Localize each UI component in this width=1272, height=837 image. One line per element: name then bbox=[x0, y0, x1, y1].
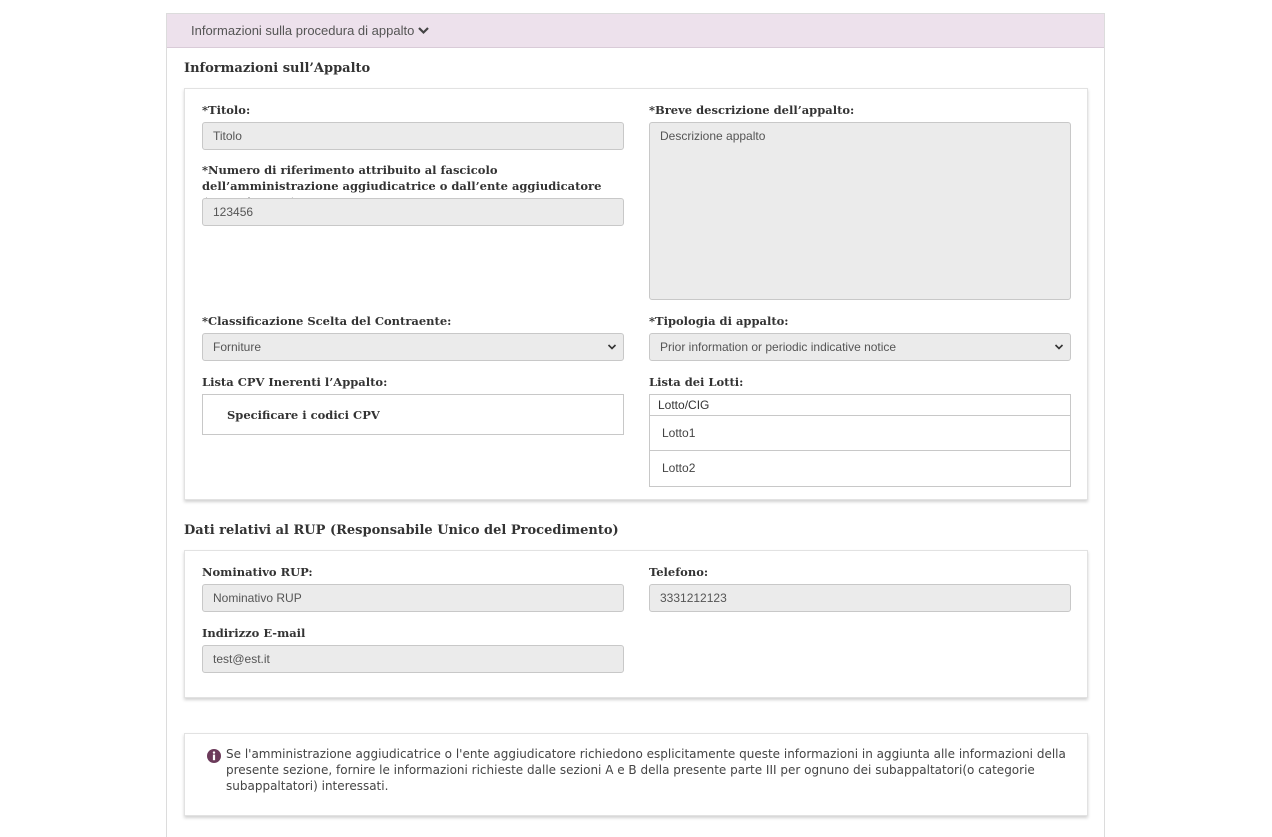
breve-descrizione-label: *Breve descrizione dell’appalto: bbox=[649, 103, 855, 117]
info-note-text: Se l'amministrazione aggiudicatrice o l'ente aggiudicatore richiedono esplicitamente queste informazioni in aggiunta alle informazioni della presente sezione, fornire le informazioni richieste dalle sezioni A e B della presente parte III per ognuno dei subappaltatori(o categorie subappaltatori) interessati. bbox=[226, 747, 1066, 793]
chevron-down-icon bbox=[1054, 343, 1064, 351]
titolo-input[interactable]: Titolo bbox=[202, 122, 624, 150]
lotti-row[interactable]: Lotto2 bbox=[662, 461, 696, 475]
chevron-down-icon bbox=[607, 343, 617, 351]
accordion-label: Informazioni sulla procedura di appalto bbox=[191, 23, 415, 38]
cpv-input[interactable]: Specificare i codici CPV bbox=[202, 394, 624, 435]
nominativo-label: Nominativo RUP: bbox=[202, 565, 313, 579]
telefono-input[interactable]: 3331212123 bbox=[649, 584, 1071, 612]
lotti-table bbox=[649, 394, 1071, 487]
tipologia-label: *Tipologia di appalto: bbox=[649, 314, 789, 328]
email-input[interactable]: test@est.it bbox=[202, 645, 624, 673]
numero-riferimento-input[interactable]: 123456 bbox=[202, 198, 624, 226]
cpv-label: Lista CPV Inerenti l’Appalto: bbox=[202, 375, 388, 389]
tipologia-selected: Prior information or periodic indicative notice bbox=[660, 340, 897, 354]
telefono-label: Telefono: bbox=[649, 565, 709, 579]
tipologia-select[interactable] bbox=[649, 333, 1071, 361]
section-title-rup: Dati relativi al RUP (Responsabile Unico del Procedimento) bbox=[184, 523, 619, 538]
classificazione-select[interactable] bbox=[202, 333, 624, 361]
procedure-panel bbox=[166, 13, 1105, 837]
titolo-label: *Titolo: bbox=[202, 103, 251, 117]
appalto-card bbox=[184, 88, 1088, 500]
accordion-toggle[interactable] bbox=[167, 14, 1104, 48]
chevron-down-icon bbox=[418, 26, 429, 35]
lotti-header: Lotto/CIG bbox=[650, 395, 1070, 416]
breve-descrizione-textarea[interactable]: Descrizione appalto bbox=[649, 122, 1071, 300]
nominativo-input[interactable]: Nominativo RUP bbox=[202, 584, 624, 612]
info-note-card bbox=[184, 733, 1088, 816]
lotti-row[interactable]: Lotto1 bbox=[650, 416, 1070, 451]
numero-riferimento-label: *Numero di riferimento attribuito al fascicolo dell’amministrazione aggiudicatrice o dall’ente aggiudicatore bbox=[202, 163, 602, 193]
info-circle-icon bbox=[207, 748, 221, 762]
lotti-label: Lista dei Lotti: bbox=[649, 375, 744, 389]
email-label: Indirizzo E-mail bbox=[202, 626, 306, 640]
classificazione-selected: Forniture bbox=[213, 340, 262, 354]
classificazione-label: *Classificazione Scelta del Contraente: bbox=[202, 314, 452, 328]
rup-card bbox=[184, 550, 1088, 698]
section-title-appalto: Informazioni sull’Appalto bbox=[184, 61, 371, 76]
